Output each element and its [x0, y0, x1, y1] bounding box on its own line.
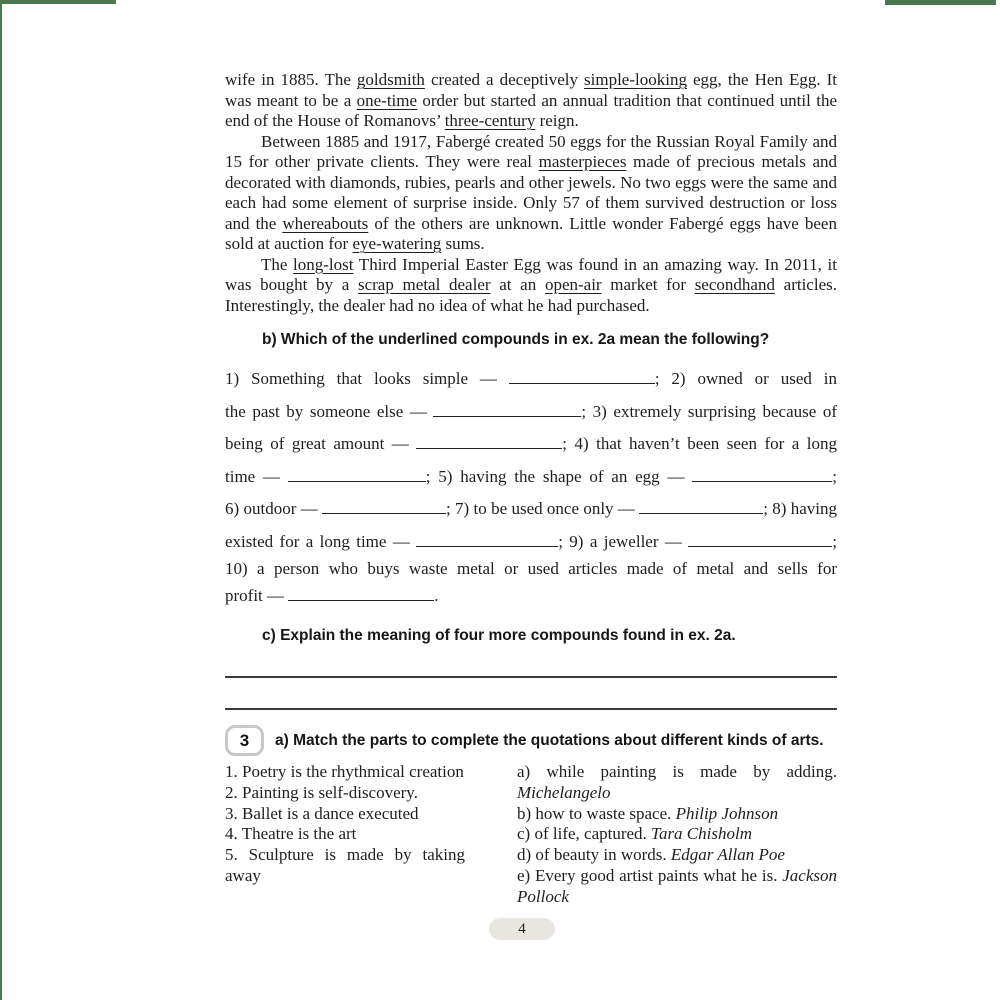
- text-run: The: [261, 254, 294, 274]
- green-top-left-bar: [0, 0, 116, 4]
- underlined-compound: open-air: [544, 275, 602, 294]
- quotation-start-item: 3. Ballet is a dance executed: [225, 803, 419, 823]
- text-run: 10) a person who buys waste metal or used articles made of metal and sells for: [225, 559, 837, 578]
- underlined-compound: masterpieces: [538, 152, 627, 171]
- paragraph: [225, 255, 837, 317]
- text-run: the past by someone else —: [225, 401, 434, 421]
- fill-in-line: [225, 579, 837, 612]
- quotation-end-item: [517, 824, 837, 845]
- fill-in-line: [225, 558, 837, 579]
- text-run: wife in 1885. The: [225, 70, 357, 89]
- answer-blank: [433, 403, 581, 417]
- text-run: Third Imperial Easter Egg was found in an amazing way. In 2011, it was bought by a: [225, 254, 837, 294]
- ex3-heading: a) Match the parts to complete the quotations about different kinds of arts.: [275, 731, 824, 749]
- underlined-compound: eye-watering: [352, 234, 442, 253]
- quotation-start-item: 5. Sculpture is made by taking away: [225, 845, 465, 885]
- author-name: Michelangelo: [517, 782, 611, 802]
- ex2b-heading: b) Which of the underlined compounds in ex. 2a mean the following?: [262, 331, 770, 348]
- text-run: at an: [490, 275, 545, 294]
- writing-line: [225, 708, 837, 710]
- quotation-end-item: [517, 762, 837, 804]
- author-name: Philip Johnson: [675, 803, 779, 823]
- fill-in-line: [225, 396, 837, 429]
- underlined-compound: three-century: [444, 111, 536, 130]
- paragraph: [225, 70, 837, 132]
- text-run: Between 1885 and 1917, Fabergé created 50 eggs for the Russian Royal Family and 15 for other private clients. They were real: [225, 131, 837, 171]
- underlined-compound: one-time: [356, 90, 418, 110]
- author-name: Jackson Pollock: [517, 865, 837, 906]
- text-run: profit —: [225, 586, 289, 605]
- text-run: egg, the Hen Egg. It was meant to be a: [225, 70, 838, 110]
- text-run: ; 3) extremely surprising because of: [581, 401, 838, 421]
- text-run: ; 2) owned or used in: [654, 369, 837, 388]
- page-number-pill: 4: [489, 918, 555, 940]
- underlined-compound: long-lost: [293, 254, 354, 274]
- green-left-edge-line: [0, 0, 2, 1000]
- matching-right-column: [517, 762, 837, 908]
- ex3-header: [225, 725, 837, 756]
- text-run: e) Every good artist paints what he is.: [517, 865, 783, 885]
- answer-blank: [322, 500, 446, 514]
- author-name: Tara Chisholm: [651, 824, 752, 844]
- text-run: ; 4) that haven’t been seen for a long: [562, 434, 837, 453]
- quotation-start-item: 4. Theatre is the art: [225, 824, 357, 844]
- text-run: articles. Interestingly, the dealer had no idea of what he had purchased.: [225, 275, 837, 315]
- fill-in-line: [225, 526, 837, 559]
- fill-in-line: [225, 493, 837, 526]
- quotation-end-item: [517, 845, 837, 866]
- exercise-number-badge: 3: [225, 725, 264, 756]
- paragraph: [225, 132, 837, 255]
- green-top-right-bar: [885, 0, 996, 5]
- text-run: existed for a long time —: [225, 531, 417, 551]
- ex2b-exercise: [225, 363, 837, 612]
- underlined-compound: scrap metal dealer: [357, 275, 491, 294]
- answer-blank: [416, 533, 558, 547]
- text-run: ;: [832, 531, 837, 551]
- page-content: [225, 0, 837, 908]
- text-run: 6) outdoor —: [225, 499, 323, 518]
- text-run: ; 8) having: [763, 499, 837, 518]
- text-run: c) of life, captured.: [517, 824, 652, 844]
- underlined-compound: goldsmith: [356, 70, 425, 89]
- text-run: ;: [832, 466, 837, 486]
- answer-blank: [639, 500, 763, 514]
- text-run: time —: [225, 466, 288, 486]
- fill-in-line: [225, 461, 837, 494]
- text-run: made of precious metals and decorated with diamonds, rubies, pearls and other jewels. No two eggs were the same and each had some element of surprise inside. Only 57 of them survived destruction or loss and the: [225, 152, 838, 233]
- text-run: b) how to waste space.: [517, 803, 676, 823]
- text-run: reign.: [535, 111, 579, 130]
- text-run: ; 5) having the shape of an egg —: [425, 466, 693, 486]
- underlined-compound: whereabouts: [282, 213, 369, 233]
- answer-blank: [416, 435, 562, 449]
- answer-blank: [288, 587, 434, 601]
- text-run: ; 9) a jeweller —: [558, 531, 689, 551]
- quotation-end-item: [517, 866, 837, 908]
- answer-blank: [688, 533, 832, 547]
- underlined-compound: simple-looking: [584, 70, 687, 89]
- author-name: Edgar Allan Poe: [670, 845, 785, 865]
- answer-blank: [509, 370, 655, 384]
- reading-text: [225, 70, 837, 316]
- text-run: .: [434, 586, 439, 605]
- quotation-start-item: 1. Poetry is the rhythmical creation: [225, 762, 464, 781]
- matching-left-column: [225, 762, 465, 908]
- quotation-end-item: [517, 804, 837, 825]
- text-run: order but started an annual tradition that continued until the end of the House of Romanovs’: [225, 90, 837, 130]
- text-run: being of great amount —: [225, 434, 417, 453]
- text-run: d) of beauty in words.: [517, 845, 671, 865]
- matching-columns: [225, 762, 837, 908]
- text-run: sums.: [441, 234, 485, 253]
- quotation-start-item: 2. Painting is self-discovery.: [225, 782, 418, 802]
- text-run: ; 7) to be used once only —: [446, 499, 640, 518]
- answer-blank: [288, 468, 426, 482]
- fill-in-line: [225, 428, 837, 461]
- underlined-compound: secondhand: [694, 275, 775, 294]
- writing-line: [225, 676, 837, 678]
- answer-blank: [692, 468, 832, 482]
- text-run: a) while painting is made by adding.: [517, 762, 837, 781]
- ex2c-heading: c) Explain the meaning of four more compounds found in ex. 2a.: [262, 627, 736, 644]
- text-run: of the others are unknown. Little wonder Fabergé eggs have been sold at auction for: [225, 213, 837, 253]
- text-run: 1) Something that looks simple —: [225, 369, 509, 388]
- fill-in-line: [225, 363, 837, 396]
- text-run: market for: [601, 275, 695, 294]
- text-run: created a deceptively: [424, 70, 585, 89]
